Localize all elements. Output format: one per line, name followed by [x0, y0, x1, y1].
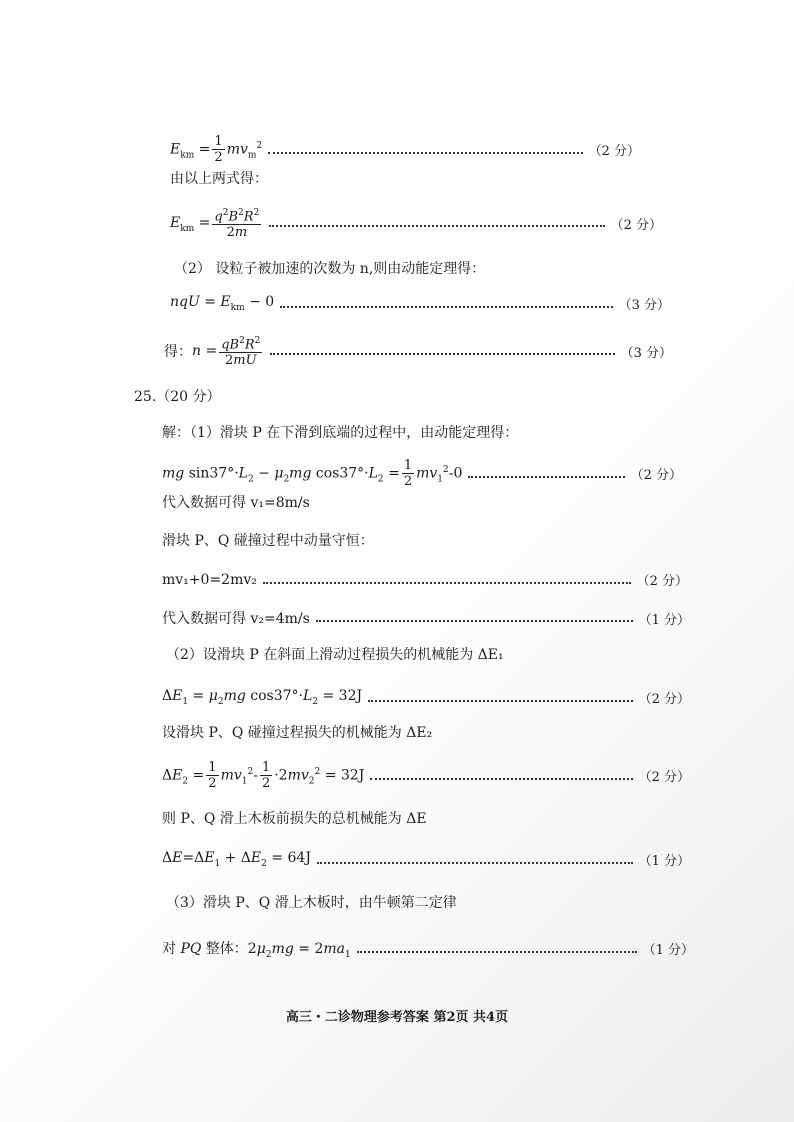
- score-label: （2 分）: [630, 468, 682, 483]
- formula-nqu: nqU = $E_{km} - 0$: [170, 294, 275, 313]
- formula-row-de: [162, 850, 690, 869]
- text-line: （2） 设粒子被加速的次数为 n,则由动能定理得：: [174, 261, 486, 277]
- formula-ekm-result: $E_{km}$ = $\frac{q^2B^2R^2}{2m}$: [170, 208, 260, 241]
- text-line: 则 P、Q 滑上木板前损失的总机械能为 ΔE: [162, 811, 427, 827]
- formula-newton: 对 PQ 整体：$2\mu_2mg = 2ma_1$: [162, 941, 351, 960]
- formula-row-de1: [162, 688, 690, 707]
- score-label: （2 分）: [588, 144, 640, 159]
- score-label: （1 分）: [638, 612, 690, 628]
- formula-row-energy: [162, 458, 682, 489]
- formula-energy: mg $\sin 37^\circ\cdot L_2 - \mu_2mg$ $\cos 37^\circ\cdot L_2$ = $\frac{1}{2}$ $mv_1^2-0$: [162, 458, 463, 489]
- text-line: 解：（1）滑块 P 在下滑到底端的过程中，由动能定理得：: [162, 425, 519, 441]
- leader-dots: [370, 778, 632, 780]
- score-label: （2 分）: [610, 217, 662, 233]
- text-line: 代入数据可得 v₁=8m/s: [162, 495, 310, 511]
- leader-dots: [317, 862, 633, 864]
- score-label: （3 分）: [618, 298, 670, 313]
- formula-row-ekm: [170, 134, 640, 165]
- score-label: （2 分）: [638, 770, 690, 785]
- formula-row-n: [164, 334, 672, 368]
- leader-dots: [468, 476, 624, 478]
- score-label: （2 分）: [636, 574, 688, 589]
- leader-dots: [280, 306, 612, 308]
- formula-prefix: 得：: [164, 344, 192, 361]
- formula-ekm: $E_{km}$ = $\frac{1}{2}$ $mv_m^2$: [170, 134, 263, 165]
- text-line: （3）滑块 P、Q 滑上木板时，由牛顿第二定律: [166, 895, 457, 911]
- leader-dots: [270, 353, 614, 355]
- leader-dots: [357, 951, 637, 953]
- formula-row-momentum: [162, 570, 688, 589]
- formula-row-newton: [162, 938, 694, 960]
- leader-dots: [316, 620, 633, 622]
- leader-dots: [269, 225, 604, 227]
- score-label: （1 分）: [638, 854, 690, 869]
- formula-v2: 代入数据可得 v₂=4m/s: [162, 611, 310, 627]
- leader-dots: [263, 582, 631, 584]
- formula-de: $\Delta E=\Delta E_1 + \Delta E_2 = 64J$: [162, 850, 311, 869]
- formula-row-nqu: [170, 294, 670, 313]
- leader-dots: [368, 700, 633, 702]
- formula-n: n = $\frac{qB^2R^2}{2mU}$: [192, 336, 261, 369]
- text-line: （2）设滑块 P 在斜面上滑动过程损失的机械能为 ΔE₁: [166, 647, 504, 663]
- score-label: （2 分）: [638, 692, 690, 707]
- formula-de1: $\Delta E_1 = \mu_2mg$ $\cos 37^\circ\cdot L_2 = 32J$: [162, 688, 363, 707]
- page-footer: 高三・二诊物理参考答案 第2页 共4页: [285, 1010, 509, 1025]
- formula-row-v2: [162, 608, 690, 628]
- text-line: 设滑块 P、Q 碰撞过程损失的机械能为 ΔE₂: [162, 725, 433, 741]
- text-line: 滑块 P、Q 碰撞过程中动量守恒：: [162, 533, 374, 549]
- formula-de2: $\Delta E_2$ = $\frac{1}{2}$ $mv_1^2-$ $\frac{1}{2}$ $\cdot 2mv_2^2 = 32J$: [162, 760, 365, 791]
- question-heading: 25.（20 分）: [134, 389, 221, 405]
- formula-row-de2: [162, 760, 690, 791]
- formula-momentum: mv₁+0=2mv₂: [162, 571, 257, 588]
- score-label: （3 分）: [620, 345, 672, 361]
- text-line: 由以上两式得：: [170, 171, 268, 187]
- formula-row-ekm-result: [170, 206, 662, 240]
- leader-dots: [268, 152, 582, 154]
- score-label: （1 分）: [642, 943, 694, 959]
